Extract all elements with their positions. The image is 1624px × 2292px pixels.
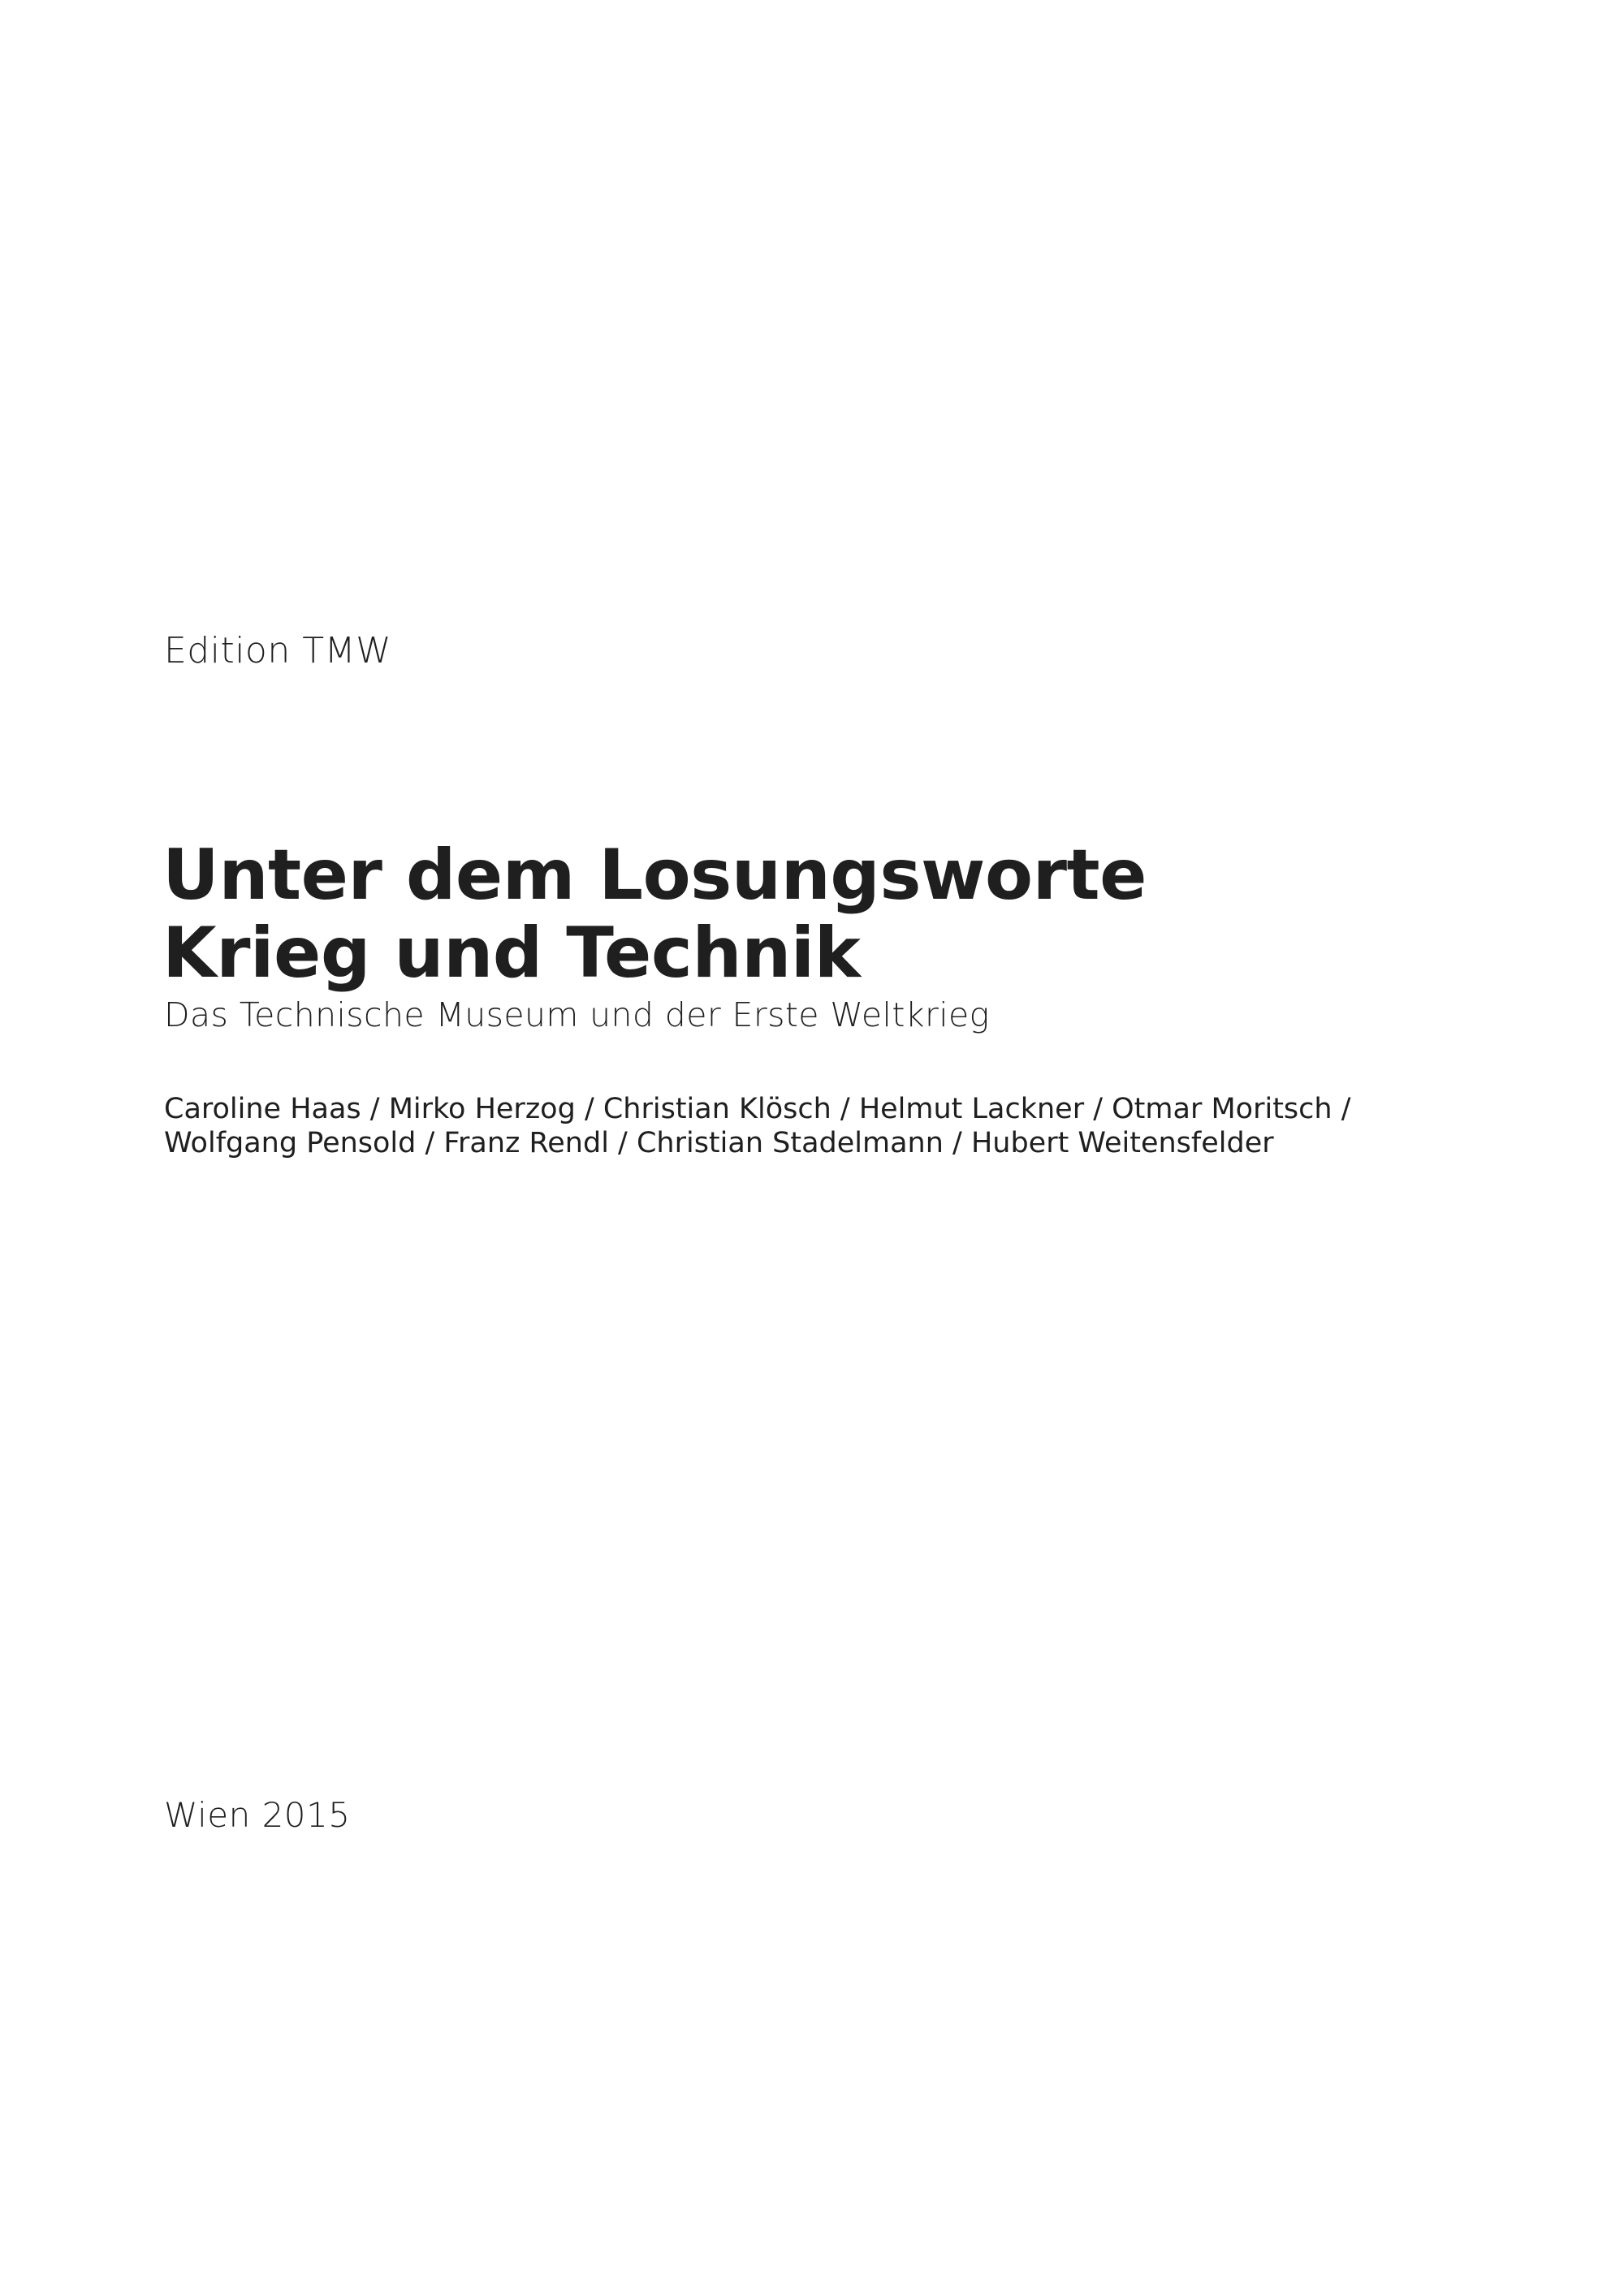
series-name: Edition TMW bbox=[164, 630, 392, 671]
author-line-2: Wolfgang Pensold / Franz Rendl / Christian Stadelmann / Hubert Weitensfelder bbox=[164, 1127, 1274, 1159]
author-list bbox=[164, 1092, 1351, 1160]
title-line-2: Krieg und Technik bbox=[162, 913, 861, 994]
book-title bbox=[162, 836, 1147, 992]
book-subtitle: Das Technische Museum und der Erste Weltkrieg bbox=[164, 995, 990, 1034]
title-line-1: Unter dem Losungsworte bbox=[162, 835, 1147, 916]
imprint-place-year: Wien 2015 bbox=[164, 1795, 351, 1835]
author-line-1: Caroline Haas / Mirko Herzog / Christian Klösch / Helmut Lackner / Otmar Moritsch / bbox=[164, 1093, 1351, 1125]
